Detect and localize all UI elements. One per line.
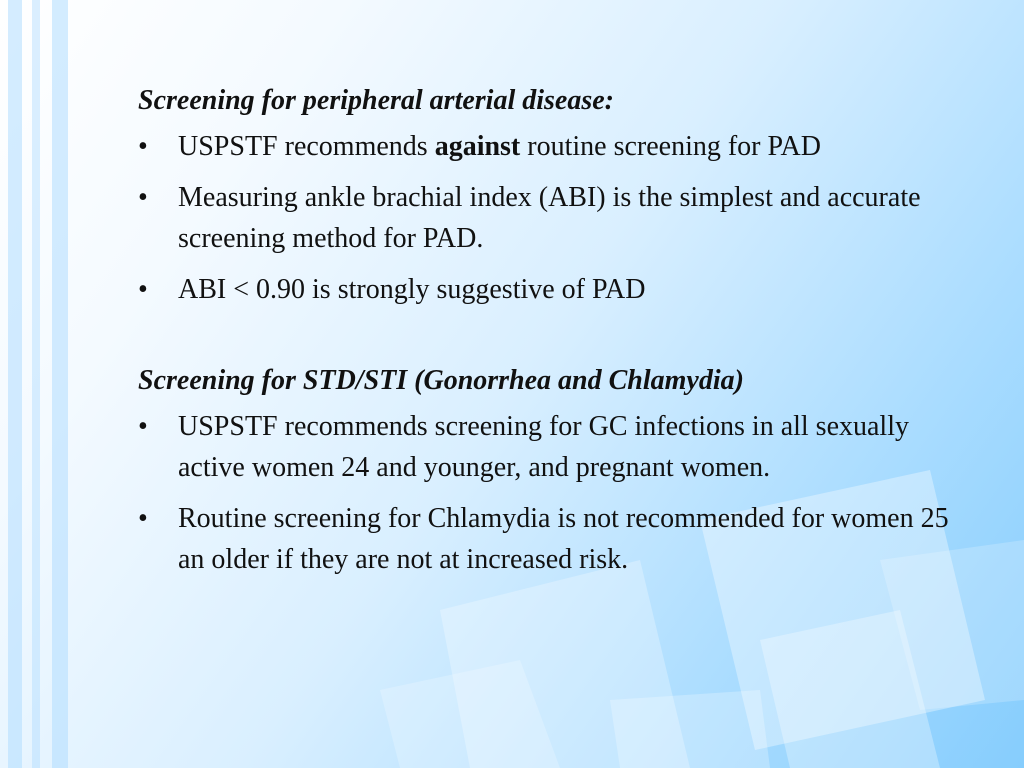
- bullet-text: USPSTF recommends screening for GC infections in all sexually active women 24 and younger, and pregnant women.: [178, 411, 909, 483]
- slide-content: [138, 80, 978, 590]
- list-item: [138, 269, 978, 310]
- bullet-list-pad: [138, 126, 978, 310]
- bullet-glyph: •: [138, 182, 148, 213]
- bullet-glyph: •: [138, 411, 148, 442]
- list-item: [138, 177, 978, 259]
- bullet-text: ABI < 0.90 is strongly suggestive of PAD: [178, 274, 646, 305]
- bullet-text: Measuring ankle brachial index (ABI) is the simplest and accurate screening method for PAD.: [178, 182, 921, 254]
- list-item: [138, 126, 978, 167]
- bullet-list-std: [138, 406, 978, 580]
- bullet-glyph: •: [138, 503, 148, 534]
- bullet-text-prefix: USPSTF recommends: [178, 131, 435, 162]
- bullet-text-suffix: routine screening for PAD: [520, 131, 821, 162]
- section-heading-std: Screening for STD/STI (Gonorrhea and Chlamydia): [138, 365, 744, 396]
- list-item: [138, 406, 978, 488]
- bullet-glyph: •: [138, 274, 148, 305]
- bullet-text: Routine screening for Chlamydia is not recommended for women 25 an older if they are not at increased risk.: [178, 503, 949, 575]
- bullet-text-emphasis: against: [434, 131, 521, 162]
- bullet-glyph: •: [138, 131, 148, 162]
- list-item: [138, 498, 978, 580]
- section-heading-pad: Screening for peripheral arterial disease:: [138, 85, 614, 116]
